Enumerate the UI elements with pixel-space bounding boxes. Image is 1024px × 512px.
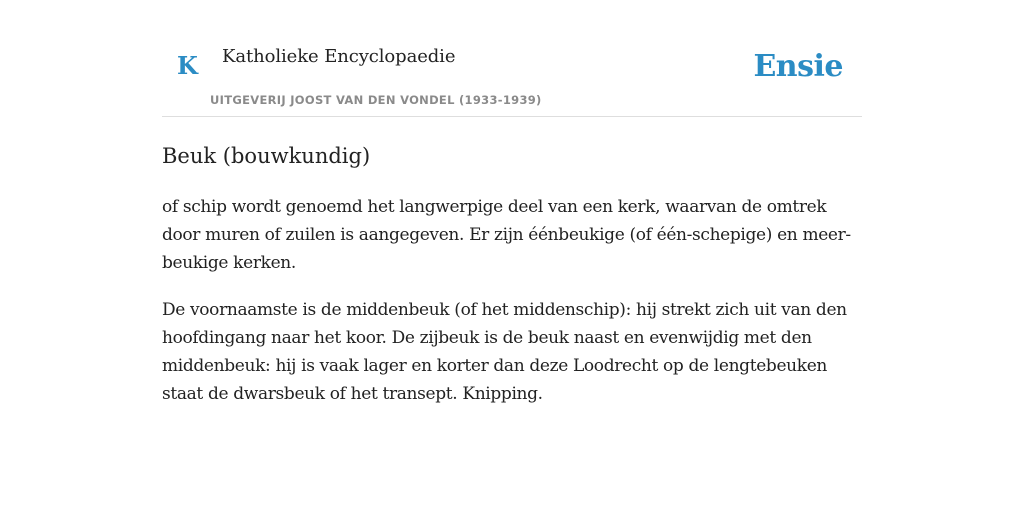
article-paragraph: De voornaamste is de middenbeuk (of het middenschip): hij strekt zich uit van den hoofdingang naar het koor. De zijbeuk is de beuk naast en evenwijdig met den middenbeuk: hij is vaak lager en korter dan deze Loodrecht op de lengtebeuken staat de dwarsbeuk of het transept. Knipping.	[162, 300, 847, 404]
article-paragraph: of schip wordt genoemd het langwerpige deel van een kerk, waarvan de omtrek door muren of zuilen is aangegeven. Er zijn éénbeukige (of één-schepige) en meer-beukige kerken.	[162, 197, 851, 273]
article-title: Beuk (bouwkundig)	[162, 144, 371, 168]
publisher-label: UITGEVERIJ JOOST VAN DEN VONDEL (1933-1939)	[210, 93, 542, 107]
brand-logo[interactable]: Ensie	[753, 49, 843, 84]
site-header	[162, 0, 862, 117]
content-container	[162, 0, 862, 408]
logo-icon[interactable]: K	[177, 51, 198, 80]
article	[162, 143, 862, 408]
site-title[interactable]: Katholieke Encyclopaedie	[222, 46, 456, 67]
